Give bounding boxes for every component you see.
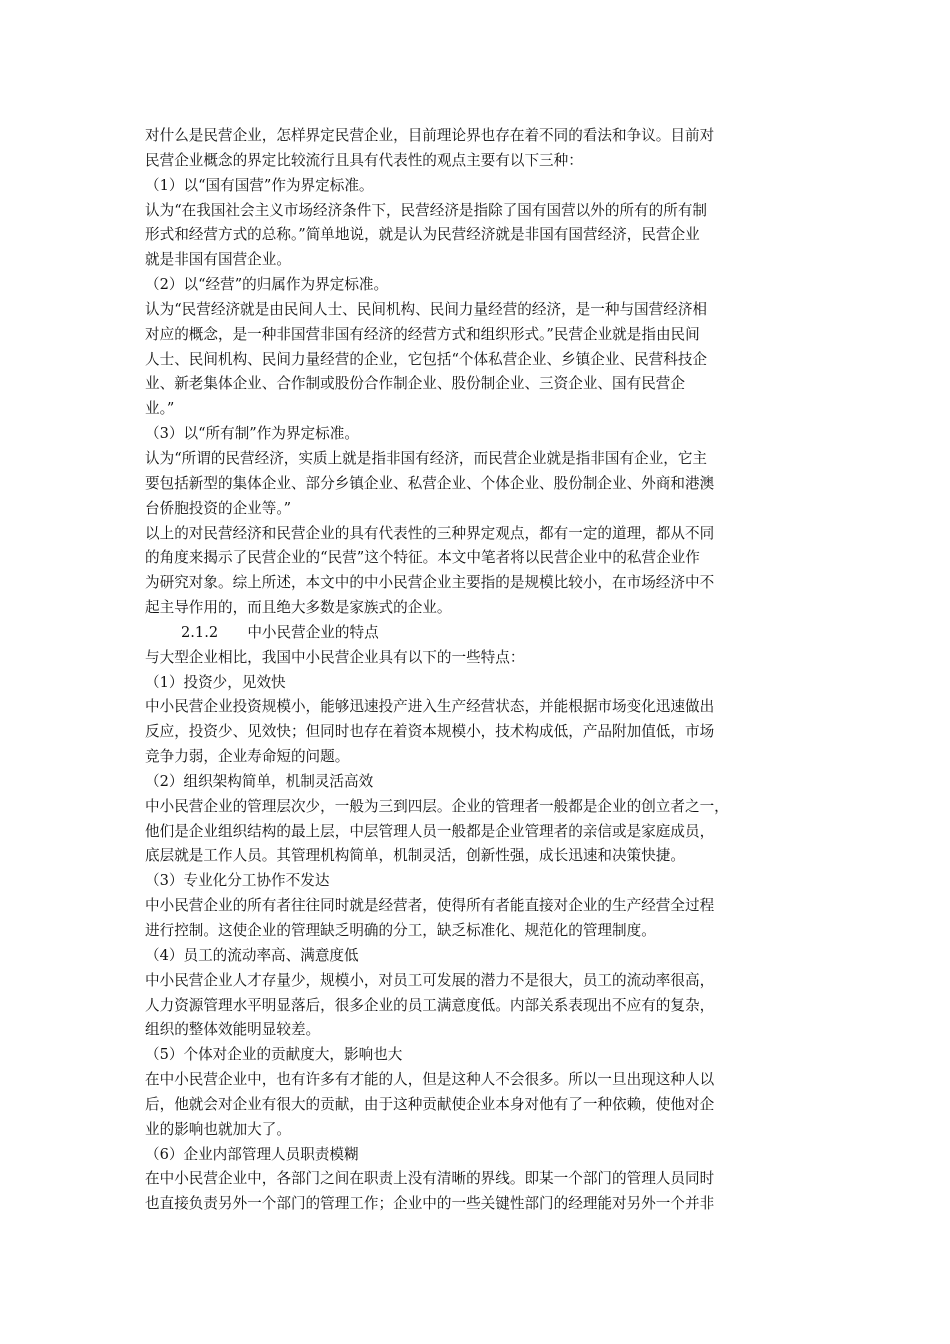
text-line: 为研究对象。综上所述，本文中的中小民营企业主要指的是规模比较小，在市场经济中不 [145,574,715,592]
text-line: 起主导作用的，而且绝大多数是家族式的企业。 [145,599,452,617]
text-line: 中小民营企业投资规模小，能够迅速投产进入生产经营状态，并能根据市场变化迅速做出 [145,698,715,716]
text-line: 对应的概念，是一种非国营非国有经济的经营方式和组织形式。”民营企业就是指由民间 [145,325,700,343]
text-line: 反应，投资少、见效快；但同时也存在着资本规模小，技术构成低，产品附加值低，市场 [145,723,715,741]
text-line: 竞争力弱，企业寿命短的问题。 [145,748,350,766]
section-heading: 2.1.2 中小民营企业的特点 [181,623,379,641]
text-line: （5）个体对企业的贡献度大，影响也大 [145,1046,403,1064]
text-line: （3）专业化分工协作不发达 [145,872,330,890]
text-line: 以上的对民营经济和民营企业的具有代表性的三种界定观点，都有一定的道理，都从不同 [145,524,715,542]
text-line: 中小民营企业人才存量少，规模小，对员工可发展的潜力不是很大，员工的流动率很高， [145,971,715,989]
text-line: 认为“民营经济就是由民间人士、民间机构、民间力量经营的经济，是一种与国营经济相 [145,300,708,318]
text-line: 人力资源管理水平明显落后，很多企业的员工满意度低。内部关系表现出不应有的复杂， [145,996,715,1014]
text-line: 中小民营企业的所有者往往同时就是经营者，使得所有者能直接对企业的生产经营全过程 [145,897,715,915]
text-line: （4）员工的流动率高、满意度低 [145,946,359,964]
text-line: 的角度来揭示了民营企业的“民营”这个特征。本文中笔者将以民营企业中的私营企业作 [145,549,700,567]
text-line: （1）投资少，见效快 [145,673,286,691]
document-body [145,124,810,1217]
text-line: 就是非国有国营企业。 [145,251,291,269]
text-line: 在中小民营企业中，也有许多有才能的人，但是这种人不会很多。所以一旦出现这种人以 [145,1071,715,1089]
text-line: 认为“在我国社会主义市场经济条件下，民营经济是指除了国有国营以外的所有的所有制 [145,201,708,219]
text-line: （6）企业内部管理人员职责模糊 [145,1145,359,1163]
text-line: 形式和经营方式的总称。”简单地说，就是认为民营经济就是非国有国营经济，民营企业 [145,226,700,244]
text-line: 后，他就会对企业有很大的贡献，由于这种贡献使企业本身对他有了一种依赖，使他对企 [145,1095,715,1113]
text-line: 与大型企业相比，我国中小民营企业具有以下的一些特点： [145,648,525,666]
text-line: 人士、民间机构、民间力量经营的企业，它包括“个体私营企业、乡镇企业、民营科技企 [145,350,708,368]
text-line: （1）以“国有国营”作为界定标准。 [145,176,374,194]
text-line: 业的影响也就加大了。 [145,1120,291,1138]
text-line: 组织的整体效能明显较差。 [145,1021,321,1039]
text-line: （3）以“所有制”作为界定标准。 [145,425,359,443]
text-line: 业。” [145,400,175,418]
text-line: 对什么是民营企业，怎样界定民营企业，目前理论界也存在着不同的看法和争议。目前对 [145,127,715,144]
text-line: 在中小民营企业中，各部门之间在职责上没有清晰的界线。即某一个部门的管理人员同时 [145,1170,715,1188]
text-line: 认为“所谓的民营经济，实质上就是指非国有经济，而民营企业就是指非国有企业，它主 [145,449,708,467]
text-line: （2）以“经营”的归属作为界定标准。 [145,276,389,294]
text-line: 中小民营企业的管理层次少，一般为三到四层。企业的管理者一般都是企业的创立者之一， [145,797,729,815]
text-line: 业、新老集体企业、合作制或股份合作制企业、股份制企业、三资企业、国有民营企 [145,375,685,393]
text-line: （2）组织架构简单，机制灵活高效 [145,772,374,790]
text-line: 底层就是工作人员。其管理机构简单，机制灵活，创新性强，成长迅速和决策快捷。 [145,847,685,865]
text-line: 台侨胞投资的企业等。” [145,499,292,517]
text-line: 也直接负责另外一个部门的管理工作；企业中的一些关键性部门的经理能对另外一个并非 [145,1195,715,1213]
text-line: 他们是企业组织结构的最上层，中层管理人员一般都是企业管理者的亲信或是家庭成员， [145,822,715,840]
text-line: 民营企业概念的界定比较流行且具有代表性的观点主要有以下三种： [145,151,583,169]
text-line: 进行控制。这使企业的管理缺乏明确的分工，缺乏标准化、规范化的管理制度。 [145,922,656,939]
text-line: 要包括新型的集体企业、部分乡镇企业、私营企业、个体企业、股份制企业、外商和港澳 [145,474,715,492]
